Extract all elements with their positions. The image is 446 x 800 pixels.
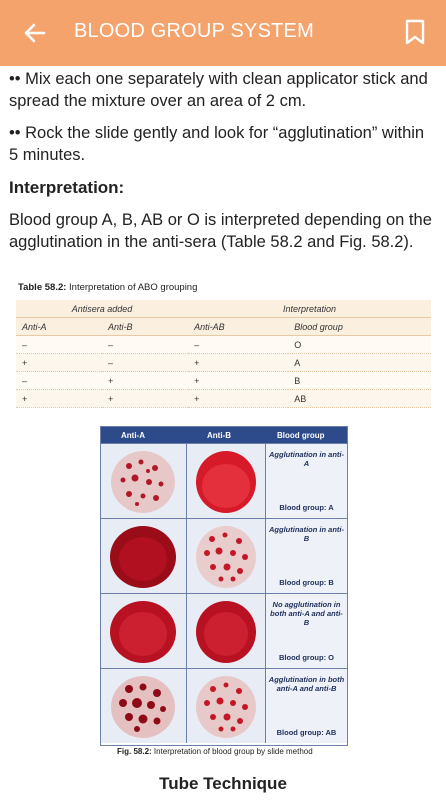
figure-result: Blood group: A [279,503,334,512]
table-cell: – [188,336,288,354]
table-cell: AB [288,390,431,408]
col-blood-group: Blood group [288,318,431,336]
paragraph-mix: •• Mix each one separately with clean applicator stick and spread the mixture over an area of 2 cm. [9,70,428,110]
arrow-left-icon[interactable] [22,20,48,46]
section-heading-tube-technique: Tube Technique [159,774,287,793]
table-row [16,354,431,372]
table-row [16,372,431,390]
figure-description: Agglutination in anti-A [269,450,344,468]
table-cell: – [16,336,102,354]
table-cell: + [102,372,188,390]
table-cell: + [16,390,102,408]
table-cell: – [102,354,188,372]
slide-image-agglutinated [101,669,186,743]
figure-caption-number: Fig. 58.2: [117,747,152,756]
slide-image-agglutinated [187,519,265,593]
header-interpretation: Interpretation [188,300,431,318]
figure-row [101,593,347,668]
figure-caption [117,747,313,756]
abo-table [16,300,431,408]
col-anti-b: Anti-B [102,318,188,336]
table-cell: + [102,390,188,408]
bookmark-icon[interactable] [404,19,426,45]
page-title: BLOOD GROUP SYSTEM [74,20,314,42]
table-cell: B [288,372,431,390]
slide-image-uniform [101,594,186,668]
figure-description: Agglutination in anti-B [269,525,344,543]
figure-header [101,427,347,443]
table-cell: A [288,354,431,372]
figure-description: Agglutination in both anti-A and anti-B [268,675,345,693]
article-content [0,66,446,800]
table-cell: – [16,372,102,390]
table-row [16,390,431,408]
table-cell: + [188,390,288,408]
figure-description: No agglutination in both anti-A and anti-B [270,600,343,627]
table-row [16,336,431,354]
table-cell: + [188,372,288,390]
figure-caption-text: Interpretation of blood group by slide method [151,747,313,756]
slide-image-agglutinated [187,669,265,743]
table-caption [18,282,197,293]
section-heading: Interpretation: [9,178,125,197]
figure-result: Blood group: B [279,578,334,587]
figure-header-blood-group: Blood group [277,431,325,440]
paragraph-interpretation: Blood group A, B, AB or O is interpreted depending on the agglutination in the anti-sera (Table 58.2 and Fig. 58.2). [9,211,432,251]
table-cell: + [188,354,288,372]
figure-result: Blood group: O [279,653,334,662]
paragraph-rock: •• Rock the slide gently and look for “agglutination” within 5 minutes. [9,124,425,164]
app-bar [0,0,446,66]
table-caption-text: Interpretation of ABO grouping [66,282,198,293]
figure-result: Blood group: AB [276,728,337,737]
figure-header-anti-b: Anti-B [207,431,231,440]
table-cell: O [288,336,431,354]
table-cell: – [102,336,188,354]
figure-row [101,443,347,518]
figure-row [101,668,347,743]
col-anti-a: Anti-A [16,318,102,336]
figure-header-anti-a: Anti-A [121,431,145,440]
col-anti-ab: Anti-AB [188,318,288,336]
table-cell: + [16,354,102,372]
header-antisera: Antisera added [16,300,188,318]
figure-slide-method [100,426,348,746]
slide-image-agglutinated [101,444,186,518]
table-caption-number: Table 58.2: [18,282,67,293]
slide-image-uniform [187,444,265,518]
slide-image-uniform [101,519,186,593]
figure-row [101,518,347,593]
slide-image-uniform [187,594,265,668]
